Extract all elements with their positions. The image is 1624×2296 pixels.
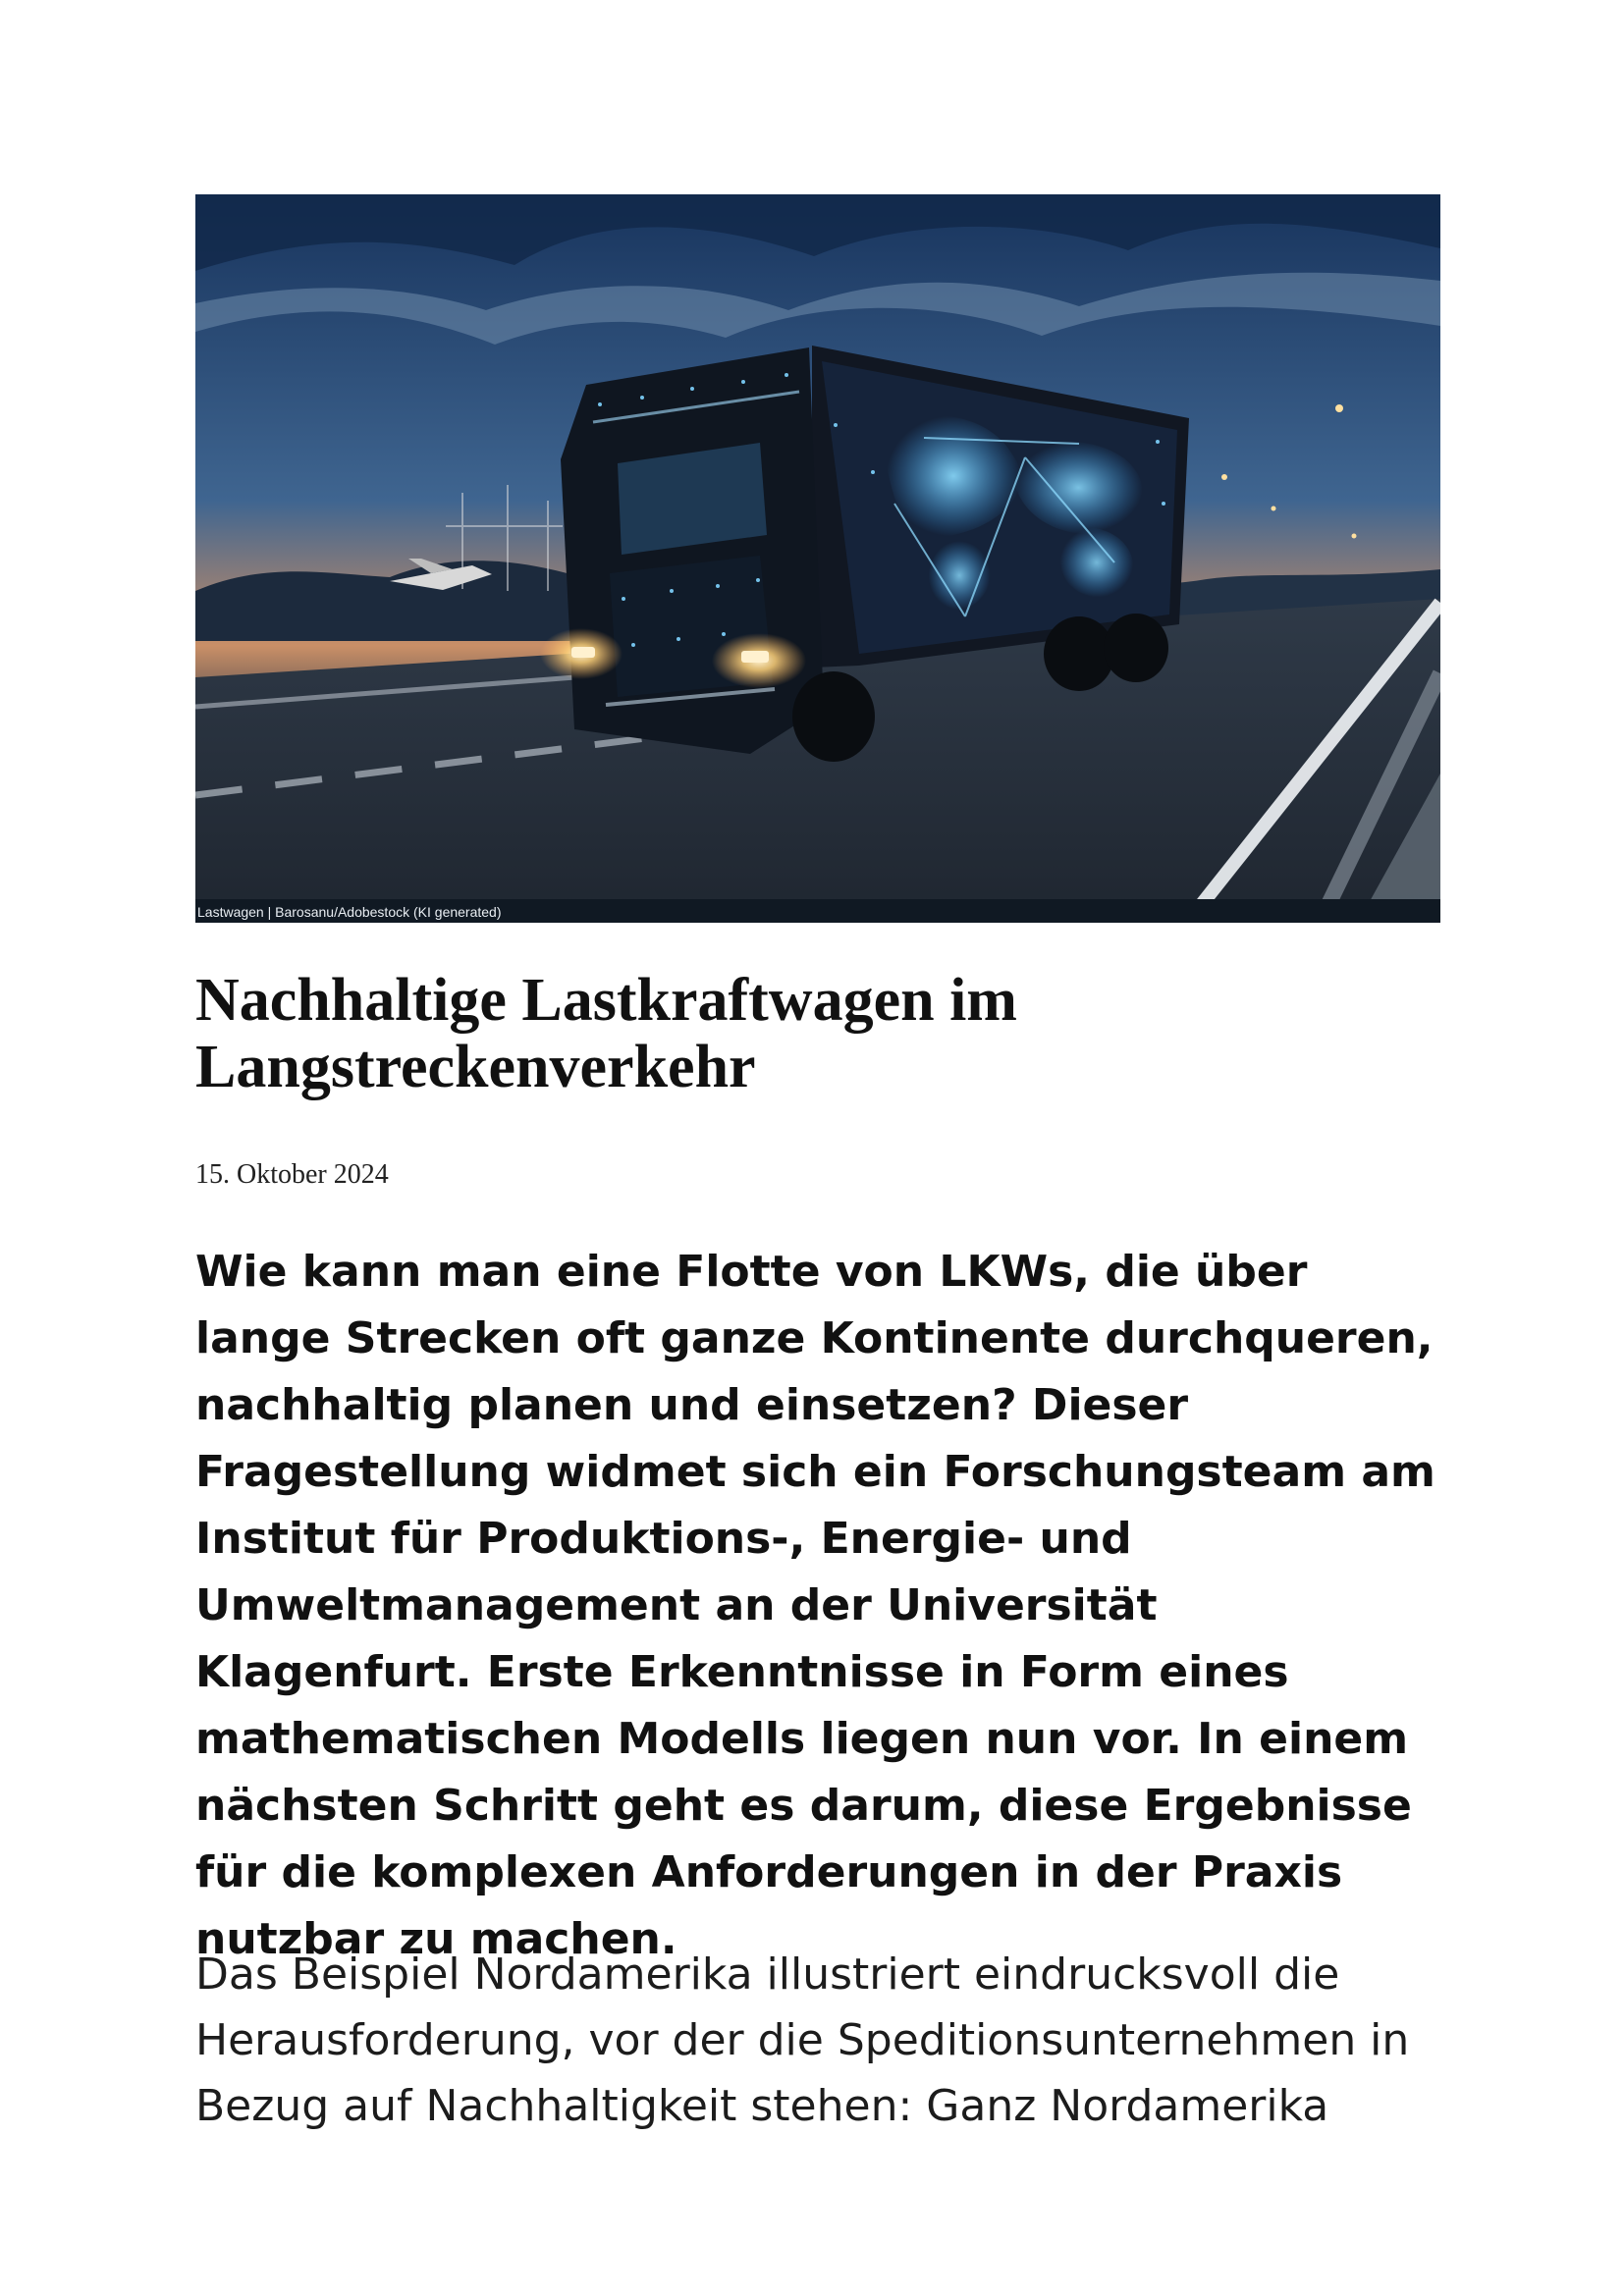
headlight [741,651,769,663]
headlight [571,647,595,658]
wheel [1044,616,1114,691]
wheel [1104,614,1168,682]
article-date: 15. Oktober 2024 [195,1159,389,1190]
wheel [792,671,875,762]
truck-highway-illustration [195,194,1440,923]
article-lead: Wie kann man eine Flotte von LKWs, die über lange Strecken oft ganze Kontinente durchqueren, nachhaltig planen und einsetzen? Dieser Fragestellung widmet sich ein Forschungsteam am Institut für Produktions-, Energie- und Umweltmanagement an der Universität Klagenfurt. Erste Erkenntnisse in Form eines mathematischen Modells liegen nun vor. In einem nächsten Schritt geht es darum, diese Ergebnisse für die komplexen Anforderungen in der Praxis nutzbar zu machen. [195,1247,1435,1964]
image-caption: Lastwagen | Barosanu/Adobestock (KI generated) [197,904,502,920]
article-body: Das Beispiel Nordamerika illustriert eindrucksvoll die Herausforderung, vor der die Speditionsunternehmen in Bezug auf Nachhaltigkeit stehen: Ganz Nordamerika [195,1949,1410,2131]
hero-image [195,194,1440,923]
article-title: Nachhaltige Lastkraftwagen im Langstreckenverkehr [195,967,1017,1100]
